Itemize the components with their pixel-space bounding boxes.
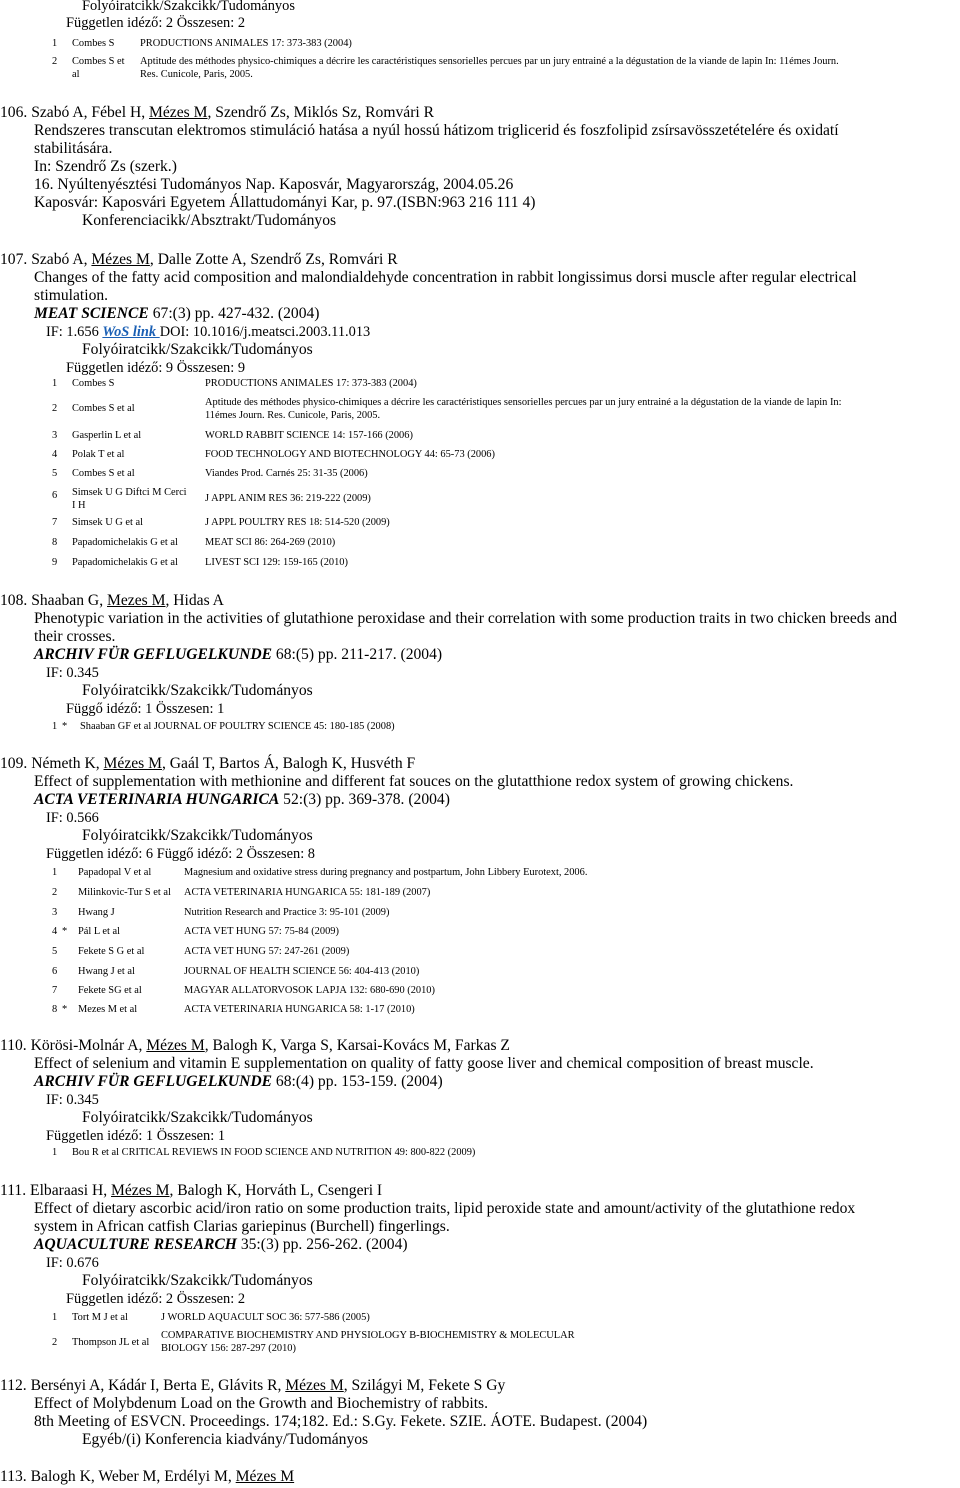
journal-name: ARCHIV FÜR GEFLUGELKUNDE xyxy=(34,1073,273,1090)
citation-reference: MAGYAR ALLATORVOSOK LAPJA 132: 680-690 (2010) xyxy=(184,985,435,996)
journal-name: AQUACULTURE RESEARCH xyxy=(34,1236,237,1253)
citation-reference: ACTA VET HUNG 57: 75-84 (2009) xyxy=(184,926,339,937)
citation-number: 6 xyxy=(52,490,58,501)
citation-reference: LIVEST SCI 129: 159-165 (2010) xyxy=(205,557,348,568)
citation-author: Papadomichelakis G et al xyxy=(72,537,178,548)
conference: 16. Nyúltenyésztési Tudományos Nap. Kaposvár, Magyarország, 2004.05.26 xyxy=(34,176,514,193)
citation-number: 8 xyxy=(52,537,58,548)
authors: , Szilágyi M, Fekete S Gy xyxy=(343,1377,506,1394)
authors: Bersényi A, Kádár I, Berta E, Glávits R, xyxy=(30,1377,286,1394)
category-label: Konferenciacikk/Absztrakt/Tudományos xyxy=(82,212,337,229)
citation-reference: J APPL POULTRY RES 18: 514-520 (2009) xyxy=(205,517,390,528)
entry-113-header xyxy=(0,1468,294,1486)
citation-author: Combes S et al xyxy=(72,403,135,414)
citation-author: Polak T et al xyxy=(72,449,125,460)
journal-name: MEAT SCIENCE xyxy=(34,305,149,322)
citation-author: Combes S xyxy=(72,378,115,389)
citation-reference: Shaaban GF et al JOURNAL OF POULTRY SCIENCE 45: 180-185 (2008) xyxy=(80,721,395,732)
journal-line xyxy=(34,1073,443,1091)
authors: Szabó A, xyxy=(31,251,92,268)
pending-marker: * xyxy=(62,1004,68,1015)
category-label: Folyóiratcikk/Szakcikk/Tudományos xyxy=(82,341,313,358)
entry-title: Effect of supplementation with methionine and different fat souces on the glutatthione redox system of growing chickens. xyxy=(34,773,794,790)
category-label: Folyóiratcikk/Szakcikk/Tudományos xyxy=(82,1272,313,1289)
citation-stats: Független idéző: 2 Összesen: 2 xyxy=(66,1291,246,1307)
entry-title: Effect of selenium and vitamin E supplementation on quality of fatty goose liver and chemical composition of breast muscle. xyxy=(34,1055,814,1072)
citation-author: Pál L et al xyxy=(78,926,121,937)
editor: In: Szendrő Zs (szerk.) xyxy=(34,158,177,175)
citation-reference: WORLD RABBIT SCIENCE 14: 157-166 (2006) xyxy=(205,430,413,441)
authors: , Dalle Zotte A, Szendrő Zs, Romvári R xyxy=(149,251,398,268)
authors: , Balogh K, Varga S, Karsai-Kovács M, Farkas Z xyxy=(204,1037,510,1054)
journal-name: ACTA VETERINARIA HUNGARICA xyxy=(34,791,280,808)
entry-title: system in African catfish Clarias gariepinus (Burchell) fingerlings. xyxy=(34,1218,450,1235)
volume: 68:(5) pp. 211-217. (2004) xyxy=(272,646,443,663)
entry-110-header xyxy=(0,1037,510,1055)
volume: 52:(3) pp. 369-378. (2004) xyxy=(279,791,450,808)
citation-author: Hwang J xyxy=(78,907,115,918)
citation-number: 6 xyxy=(52,966,58,977)
entry-title: stabilitására. xyxy=(34,140,113,157)
citation-author: Simsek U G Diftci M Cerci xyxy=(72,487,187,498)
entry-number: 106. xyxy=(0,104,28,121)
citation-number: 5 xyxy=(52,946,58,957)
authors: Elbaraasi H, xyxy=(30,1182,112,1199)
entry-111-header xyxy=(0,1182,382,1200)
journal-line xyxy=(34,791,450,809)
citation-reference: ACTA VETERINARIA HUNGARICA 58: 1-17 (2010) xyxy=(184,1004,415,1015)
publisher: Kaposvár: Kaposvári Egyetem Állattudományi Kar, p. 97.(ISBN:963 216 111 4) xyxy=(34,194,536,211)
entry-number: 107. xyxy=(0,251,28,268)
citation-reference: Res. Cunicole, Paris, 2005. xyxy=(140,69,253,80)
impact-factor: IF: 0.345 xyxy=(46,665,99,681)
citation-number: 2 xyxy=(52,403,58,414)
entry-number: 108. xyxy=(0,592,28,609)
citation-number: 3 xyxy=(52,907,58,918)
entry-title: their crosses. xyxy=(34,628,116,645)
authors: Szabó A, Fébel H, xyxy=(31,104,150,121)
citation-number: 1 xyxy=(52,38,58,49)
citation-reference: ACTA VETERINARIA HUNGARICA 55: 181-189 (2007) xyxy=(184,887,431,898)
authors: Balogh K, Weber M, Erdélyi M, xyxy=(30,1468,236,1485)
citation-reference: FOOD TECHNOLOGY AND BIOTECHNOLOGY 44: 65-73 (2006) xyxy=(205,449,495,460)
citation-number: 2 xyxy=(52,887,58,898)
authors: , Gaál T, Bartos Á, Balogh K, Husvéth F xyxy=(162,755,416,772)
citation-author: Mezes M et al xyxy=(78,1004,138,1015)
citation-author: I H xyxy=(72,500,86,511)
citation-number: 1 xyxy=(52,1312,58,1323)
citation-number: 7 xyxy=(52,985,58,996)
conference: 8th Meeting of ESVCN. Proceedings. 174;182. Ed.: S.Gy. Fekete. SZIE. ÁOTE. Budapest. (2004) xyxy=(34,1413,648,1430)
highlighted-author: Mezes M xyxy=(107,592,166,609)
authors: , Balogh K, Horváth L, Csengeri I xyxy=(169,1182,383,1199)
citation-author: Thompson JL et al xyxy=(72,1337,150,1348)
journal-line xyxy=(34,646,442,664)
journal-line xyxy=(34,1236,408,1254)
citation-author: Hwang J et al xyxy=(78,966,135,977)
citation-author: Fekete S G et al xyxy=(78,946,145,957)
authors: Németh K, xyxy=(31,755,104,772)
citation-number: 5 xyxy=(52,468,58,479)
entry-title: Effect of Molybdenum Load on the Growth and Biochemistry of rabbits. xyxy=(34,1395,489,1412)
citation-author: Fekete SG et al xyxy=(78,985,142,996)
category-label: Folyóiratcikk/Szakcikk/Tudományos xyxy=(82,1109,313,1126)
citation-author: Milinkovic-Tur S et al xyxy=(78,887,171,898)
journal-name: ARCHIV FÜR GEFLUGELKUNDE xyxy=(34,646,273,663)
volume: 68:(4) pp. 153-159. (2004) xyxy=(272,1073,443,1090)
impact-line xyxy=(46,323,370,341)
citation-number: 1 xyxy=(52,378,58,389)
entry-109-header xyxy=(0,755,415,773)
pending-marker: * xyxy=(62,721,68,732)
citation-author: Combes S et xyxy=(72,56,125,67)
entry-106-header xyxy=(0,104,434,122)
citation-number: 1 xyxy=(52,721,58,732)
entry-112-header xyxy=(0,1377,505,1395)
highlighted-author: Mézes M xyxy=(146,1037,205,1054)
citation-author: Papadopal V et al xyxy=(78,867,152,878)
citation-author: Combes S et al xyxy=(72,468,135,479)
category-label: Egyéb/(i) Konferencia kiadvány/Tudományos xyxy=(82,1431,369,1448)
citation-author: Papadomichelakis G et al xyxy=(72,557,178,568)
highlighted-author: Mézes M xyxy=(235,1468,295,1485)
entry-title: Phenotypic variation in the activities of glutathione peroxidase and their correlation with some production traits in two chicken breeds and xyxy=(34,610,898,627)
citation-number: 3 xyxy=(52,430,58,441)
volume: 67:(3) pp. 427-432. (2004) xyxy=(148,305,320,322)
entry-number: 111. xyxy=(0,1182,27,1199)
citation-number: 9 xyxy=(52,557,58,568)
citation-reference: J APPL ANIM RES 36: 219-222 (2009) xyxy=(205,493,371,504)
impact-factor: IF: 1.656 xyxy=(46,324,103,340)
citation-number: 8 xyxy=(52,1004,58,1015)
citation-reference: PRODUCTIONS ANIMALES 17: 373-383 (2004) xyxy=(140,38,352,49)
highlighted-author: Mézes M xyxy=(103,755,162,772)
entry-number: 110. xyxy=(0,1037,27,1054)
entry-number: 112. xyxy=(0,1377,27,1394)
authors: , Szendrő Zs, Miklós Sz, Romvári R xyxy=(207,104,435,121)
doi: DOI: 10.1016/j.meatsci.2003.11.013 xyxy=(159,324,371,340)
citation-reference: BIOLOGY 156: 287-297 (2010) xyxy=(161,1343,296,1354)
highlighted-author: Mézes M xyxy=(285,1377,344,1394)
citation-stats: Független idéző: 6 Függő idéző: 2 Összesen: 8 xyxy=(46,846,315,862)
citation-number: 4 xyxy=(52,926,58,937)
citation-author: Gasperlin L et al xyxy=(72,430,142,441)
volume: 35:(3) pp. 256-262. (2004) xyxy=(236,1236,408,1253)
citation-reference: PRODUCTIONS ANIMALES 17: 373-383 (2004) xyxy=(205,378,417,389)
wos-link[interactable]: WoS link xyxy=(102,324,160,340)
entry-title: Rendszeres transcutan elektromos stimuláció hatása a nyúl hossú hátizom triglicerid és foszfolipid zsírsavösszetételére és oxidatí xyxy=(34,122,839,139)
entry-number: 109. xyxy=(0,755,28,772)
entry-title: stimulation. xyxy=(34,287,109,304)
highlighted-author: Mézes M xyxy=(149,104,208,121)
citation-stats: Független idéző: 1 Összesen: 1 xyxy=(46,1128,226,1144)
citation-reference: Aptitude des méthodes physico-chimiques a décrire les caractéristiques sensorielles percues par un jury entrainé a la dégustation de la viande de lapin In: 11émes Journ. xyxy=(140,56,839,67)
citation-reference: Aptitude des méthodes physico-chimiques a décrire les caractéristiques sensorielles percues par un jury entrainé a la dégustation de la viande de lapin In: xyxy=(205,397,842,408)
citation-reference: Nutrition Research and Practice 3: 95-101 (2009) xyxy=(184,907,390,918)
citation-number: 4 xyxy=(52,449,58,460)
impact-factor: IF: 0.676 xyxy=(46,1255,99,1271)
entry-number: 113. xyxy=(0,1468,27,1485)
entry-title: Effect of dietary ascorbic acid/iron ratio on some production traits, lipid peroxide state and amount/activity of the glutathione redox xyxy=(34,1200,856,1217)
category-label: Folyóiratcikk/Szakcikk/Tudományos xyxy=(82,682,313,699)
citation-stats: Független idéző: 2 Összesen: 2 xyxy=(66,15,246,31)
citation-reference: Viandes Prod. Carnés 25: 31-35 (2006) xyxy=(205,468,368,479)
citation-author: Tort M J et al xyxy=(72,1312,128,1323)
citation-stats: Független idéző: 9 Összesen: 9 xyxy=(66,360,246,376)
category-label: Folyóiratcikk/Szakcikk/Tudományos xyxy=(82,827,313,844)
entry-108-header xyxy=(0,592,224,610)
highlighted-author: Mézes M xyxy=(111,1182,170,1199)
citation-number: 2 xyxy=(52,56,58,67)
highlighted-author: Mézes M xyxy=(91,251,150,268)
citation-number: 7 xyxy=(52,517,58,528)
citation-reference: ACTA VET HUNG 57: 247-261 (2009) xyxy=(184,946,350,957)
citation-author: Simsek U G et al xyxy=(72,517,143,528)
citation-reference: COMPARATIVE BIOCHEMISTRY AND PHYSIOLOGY B-BIOCHEMISTRY & MOLECULAR xyxy=(161,1330,575,1341)
citation-reference: 11émes Journ. Res. Cunicole, Paris, 2005. xyxy=(205,410,381,421)
citation-reference: JOURNAL OF HEALTH SCIENCE 56: 404-413 (2010) xyxy=(184,966,420,977)
citation-number: 1 xyxy=(52,867,58,878)
citation-reference: Bou R et al CRITICAL REVIEWS IN FOOD SCIENCE AND NUTRITION 49: 800-822 (2009) xyxy=(72,1147,476,1158)
pending-marker: * xyxy=(62,926,68,937)
impact-factor: IF: 0.566 xyxy=(46,810,99,826)
journal-line xyxy=(34,305,319,323)
authors: Körösi-Molnár A, xyxy=(30,1037,147,1054)
citation-reference: MEAT SCI 86: 264-269 (2010) xyxy=(205,537,336,548)
impact-factor: IF: 0.345 xyxy=(46,1092,99,1108)
authors: Shaaban G, xyxy=(31,592,107,609)
citation-reference: J WORLD AQUACULT SOC 36: 577-586 (2005) xyxy=(161,1312,370,1323)
entry-107-header xyxy=(0,251,398,269)
citation-reference: Magnesium and oxidative stress during pregnancy and postpartum, John Libbery Eurotext, 2006. xyxy=(184,867,588,878)
citation-stats: Függő idéző: 1 Összesen: 1 xyxy=(66,701,225,717)
authors: , Hidas A xyxy=(165,592,224,609)
citation-author: al xyxy=(72,69,80,80)
citation-author: Combes S xyxy=(72,38,115,49)
citation-number: 2 xyxy=(52,1337,58,1348)
citation-number: 1 xyxy=(52,1147,58,1158)
category-label: Folyóiratcikk/Szakcikk/Tudományos xyxy=(82,0,295,14)
entry-title: Changes of the fatty acid composition and malondialdehyde concentration in rabbit longissimus dorsi muscle after regular electrical xyxy=(34,269,857,286)
